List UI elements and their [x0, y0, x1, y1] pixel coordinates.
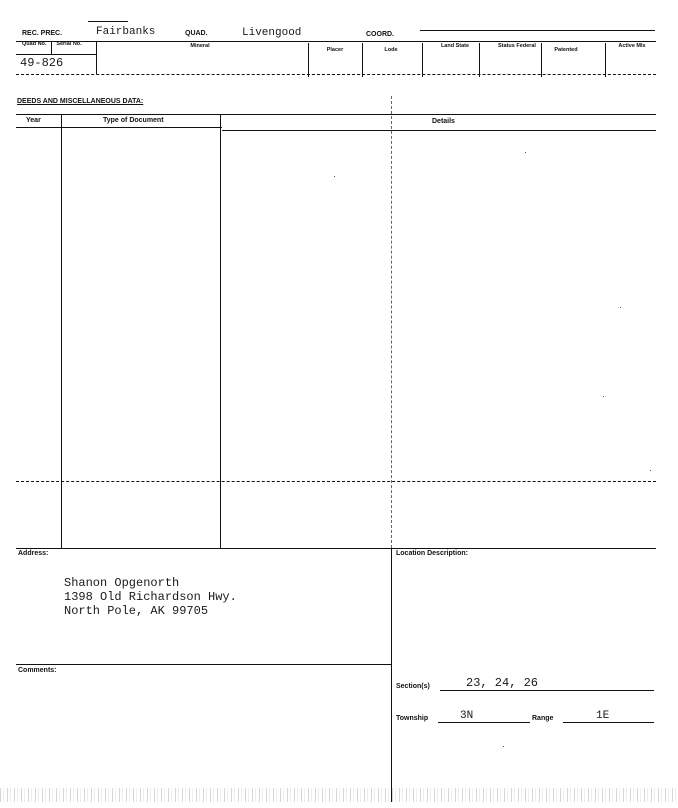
quad-no-value: 49-826 — [20, 56, 64, 70]
deeds-divider-type — [220, 114, 221, 548]
sections-underline — [440, 690, 654, 691]
scan-speck — [525, 152, 526, 153]
rec-prec-label: REC. PREC. — [22, 30, 63, 37]
scan-speck — [620, 307, 621, 308]
deeds-dashed-rule — [16, 481, 656, 482]
coord-label: COORD. — [366, 31, 394, 38]
col-status-federal: Status Federal — [498, 43, 536, 49]
township-label: Township — [396, 715, 429, 722]
col-land-state: Land State — [440, 43, 470, 49]
range-label: Range — [532, 715, 554, 722]
col-divider-2 — [96, 41, 97, 74]
scan-speck — [334, 176, 335, 177]
col-placer: Placer — [326, 47, 344, 53]
header-rule — [16, 41, 656, 42]
header-top-rule — [88, 21, 128, 22]
col-serial-no: Serial No. — [56, 41, 82, 47]
header-bottom-dashed-rule — [16, 74, 656, 75]
deeds-header-rule-left — [16, 127, 222, 128]
col-divider-4 — [362, 43, 363, 77]
scan-speck — [603, 396, 604, 397]
township-value: 3N — [460, 710, 474, 722]
sections-label: Section(s) — [396, 683, 430, 690]
address-line-2: 1398 Old Richardson Hwy. — [64, 590, 237, 604]
comments-top-rule — [16, 664, 391, 665]
location-description-label: Location Description: — [396, 550, 468, 557]
comments-label: Comments: — [18, 667, 57, 674]
deeds-col-type: Type of Document — [103, 117, 164, 124]
quad-label: QUAD. — [185, 30, 208, 37]
address-label: Address: — [18, 550, 49, 557]
col-divider-6 — [479, 43, 480, 77]
deeds-section-title: DEEDS AND MISCELLANEOUS DATA: — [17, 98, 144, 105]
col-lode: Lode — [384, 47, 398, 53]
col-patented: Patented — [554, 47, 578, 53]
quad-serial-subrule — [16, 54, 96, 55]
address-line-3: North Pole, AK 99705 — [64, 604, 209, 618]
header-top-rule-right — [420, 30, 655, 31]
col-divider-7 — [541, 43, 542, 77]
deeds-col-year: Year — [26, 117, 41, 124]
township-underline — [438, 722, 530, 723]
range-underline — [563, 722, 654, 723]
sections-value: 23, 24, 26 — [466, 676, 539, 690]
lower-center-divider — [391, 548, 392, 802]
deeds-header-rule-right — [222, 130, 656, 131]
address-line-1: Shanon Opgenorth — [64, 576, 180, 590]
col-divider-3 — [308, 43, 309, 77]
scan-noise-band — [0, 788, 678, 802]
col-divider-5 — [422, 43, 423, 77]
deeds-col-details: Details — [432, 118, 455, 125]
scan-speck — [650, 470, 651, 471]
rec-prec-value: Fairbanks — [96, 26, 156, 38]
col-mineral: Mineral — [190, 43, 210, 49]
deeds-header-top-rule — [16, 114, 656, 115]
deeds-divider-year — [61, 114, 62, 548]
col-quad-no: Quad No. — [22, 41, 47, 47]
col-divider-8 — [605, 43, 606, 77]
col-active-mls: Active Mls — [618, 43, 646, 49]
deeds-bottom-rule — [16, 548, 656, 549]
col-divider-1 — [51, 41, 52, 54]
scan-speck — [503, 746, 504, 747]
quad-value: Livengood — [242, 27, 302, 39]
range-value: 1E — [596, 710, 610, 722]
